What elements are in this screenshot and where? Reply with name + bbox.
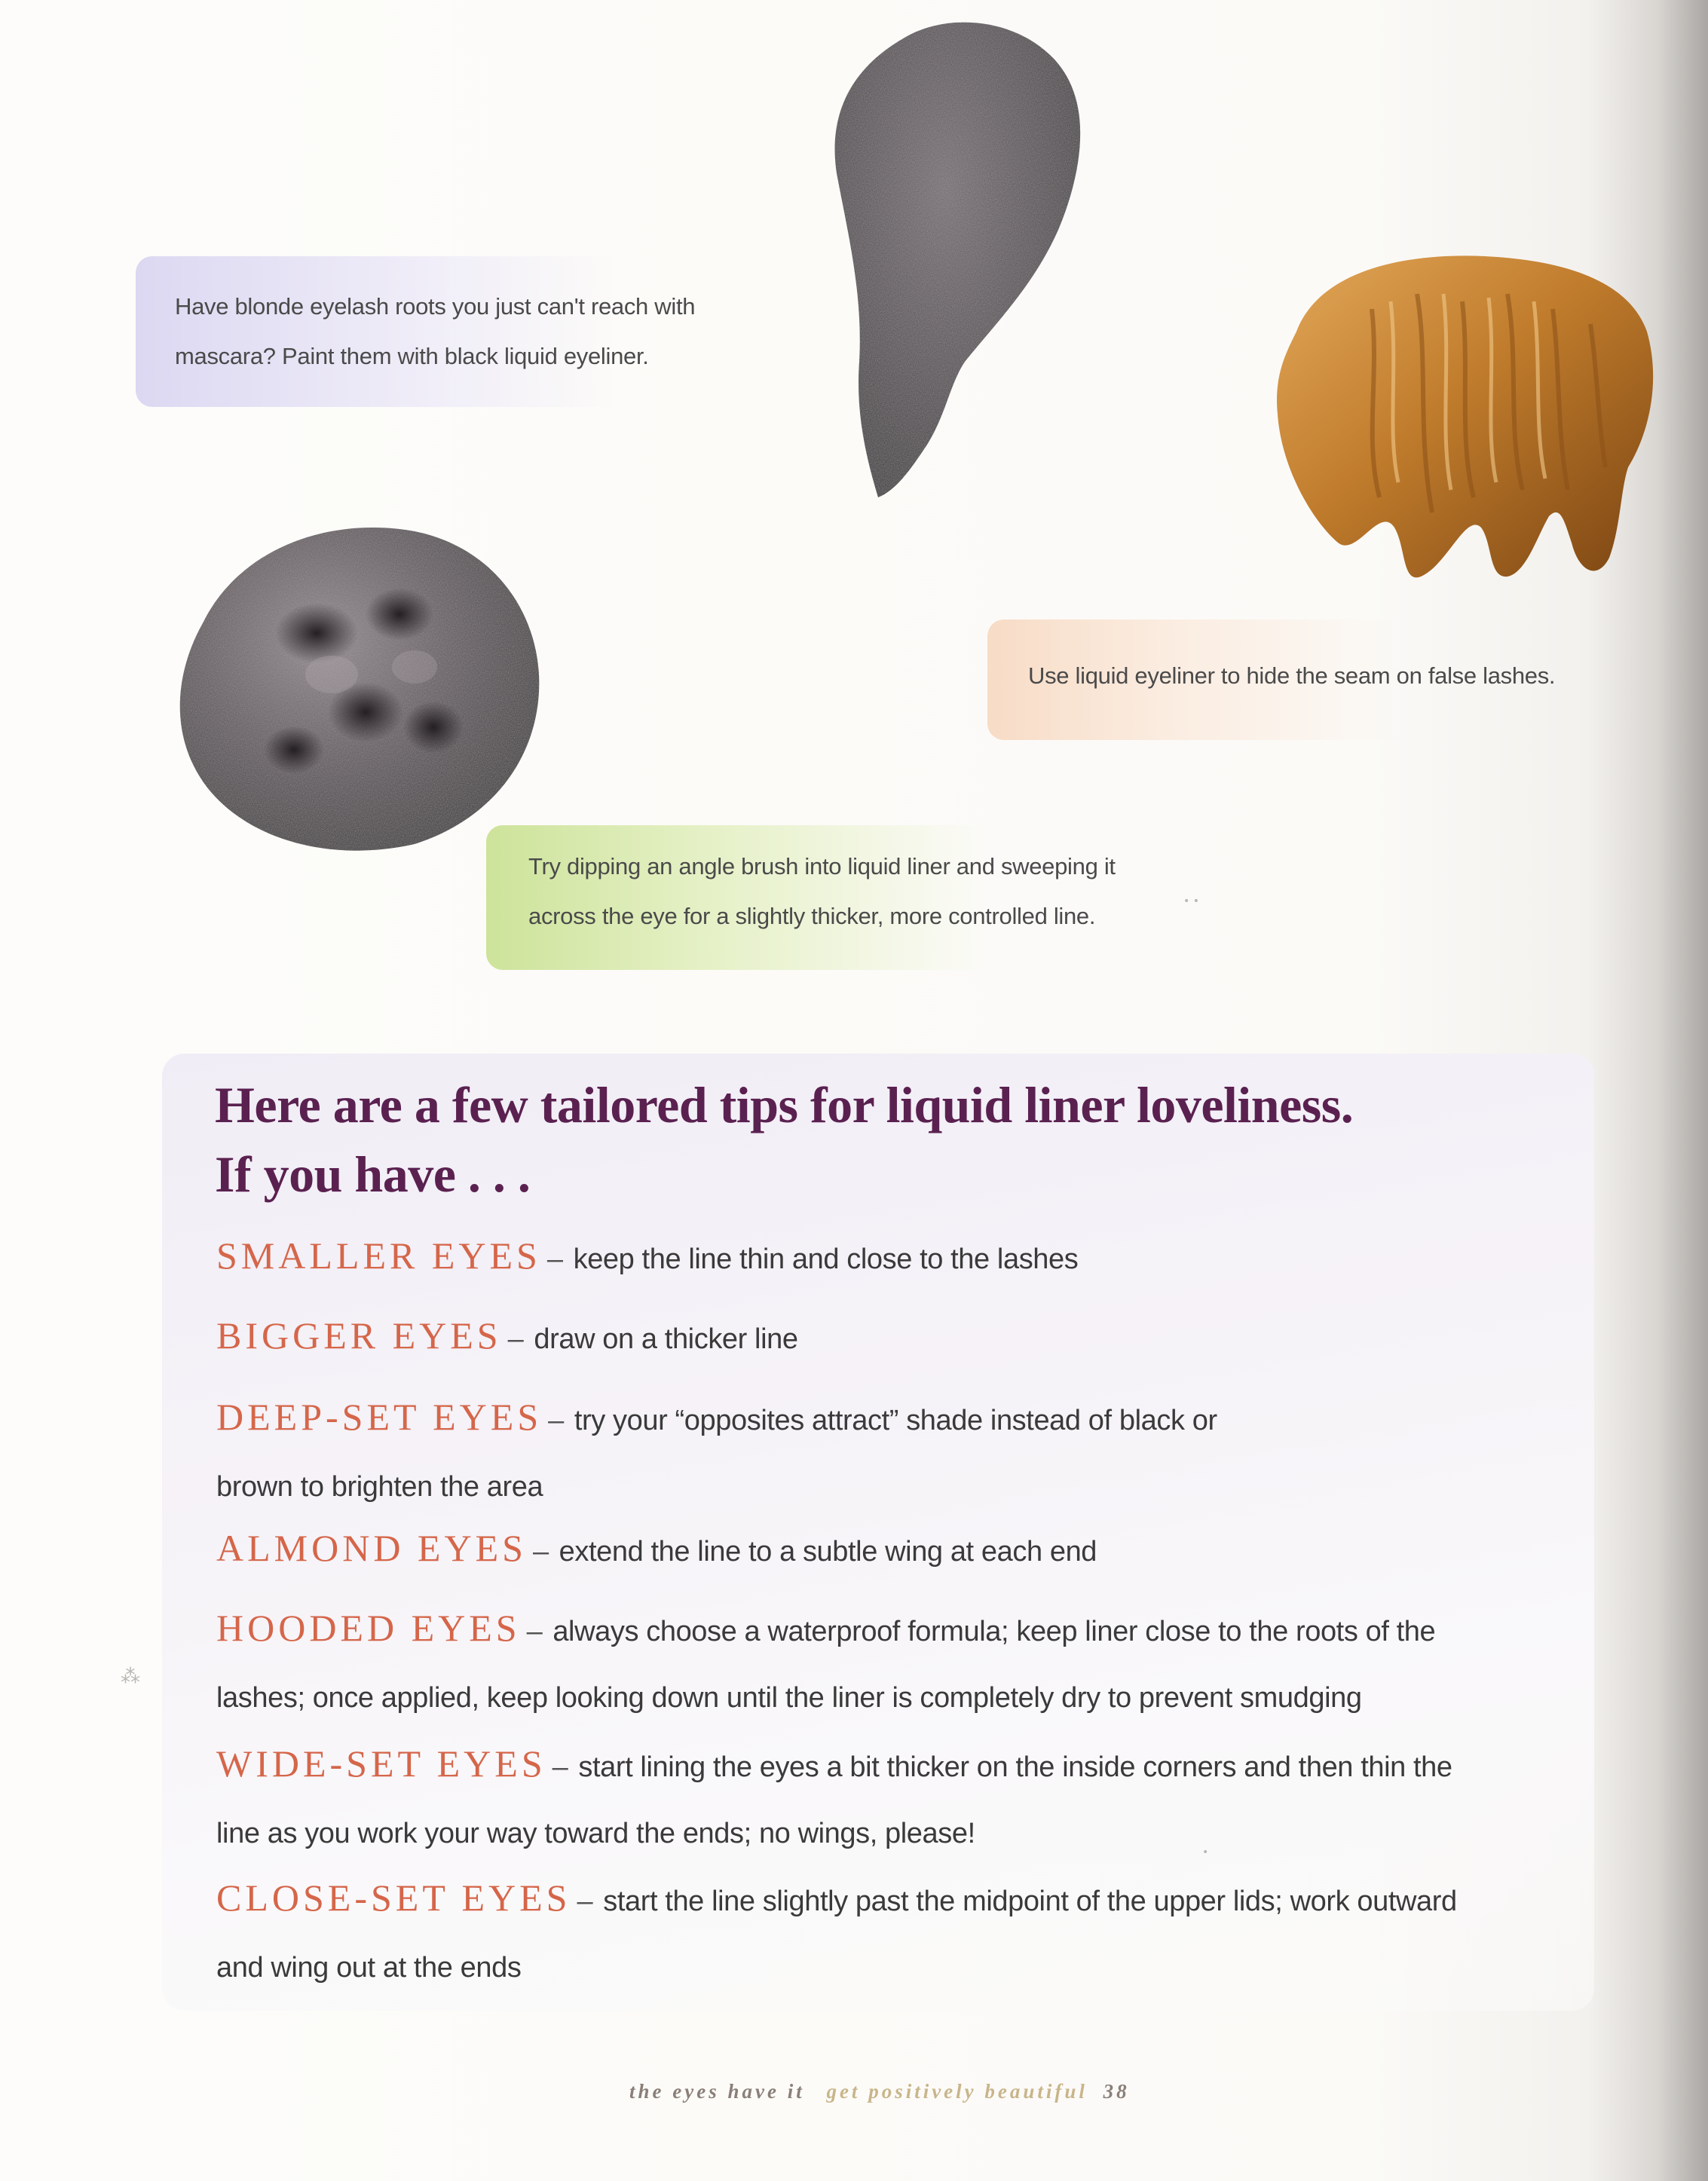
tip-text-continued: line as you work your way toward the ends; no wings, please! — [216, 1818, 975, 1849]
gray-liner-swatch — [814, 8, 1093, 505]
tip-dash: – — [548, 1405, 564, 1436]
bronze-liner-swatch — [1266, 241, 1658, 595]
tip-text: always choose a waterproof formula; keep liner close to the roots of the — [552, 1616, 1436, 1647]
tip-text: start the line slightly past the midpoint of the upper lids; work outward — [603, 1886, 1457, 1917]
tip-item — [216, 1864, 1558, 2001]
tips-heading-line: If you have . . . — [215, 1146, 531, 1203]
tip-dash: – — [526, 1616, 543, 1647]
tip-term: ALMOND EYES — [216, 1527, 527, 1569]
callout-blonde-lashes — [136, 256, 754, 407]
tip-text: extend the line to a subtle wing at each end — [559, 1536, 1097, 1568]
tip-text-continued: brown to brighten the area — [216, 1471, 543, 1503]
scan-mark: • • — [1183, 895, 1199, 907]
tip-text-continued: and wing out at the ends — [216, 1952, 522, 1984]
tip-term: DEEP-SET EYES — [216, 1396, 543, 1438]
tip-dash: – — [532, 1536, 549, 1568]
callout-text-line: Use liquid eyeliner to hide the seam on false lashes. — [1028, 662, 1556, 689]
tip-text-continued: lashes; once applied, keep looking down until the liner is completely dry to prevent smudging — [216, 1682, 1362, 1714]
page-footer — [629, 2080, 1130, 2103]
tip-item — [216, 1384, 1558, 1520]
tip-item — [216, 1222, 1558, 1292]
tip-text: try your “opposites attract” shade instead of black or — [574, 1405, 1217, 1436]
tip-text: draw on a thicker line — [534, 1323, 798, 1355]
callout-text-line: mascara? Paint them with black liquid eyeliner. — [175, 343, 649, 369]
tip-term: WIDE-SET EYES — [216, 1742, 546, 1785]
round-liner-swatch — [158, 501, 550, 863]
tip-term: CLOSE-SET EYES — [216, 1877, 571, 1919]
tip-item — [216, 1730, 1558, 1867]
footer-section-title: the eyes have it — [629, 2080, 805, 2103]
callout-text-line: Try dipping an angle brush into liquid liner and sweeping it — [528, 853, 1116, 879]
callout-text-line: Have blonde eyelash roots you just can't reach with — [175, 293, 696, 320]
callout-false-lashes — [987, 619, 1575, 740]
tip-item — [216, 1302, 1558, 1372]
tips-heading-line: Here are a few tailored tips for liquid liner loveliness. — [215, 1076, 1354, 1133]
tip-term: SMALLER EYES — [216, 1234, 541, 1277]
tip-item — [216, 1515, 1558, 1585]
tip-item — [216, 1595, 1558, 1731]
tip-term: HOODED EYES — [216, 1607, 521, 1649]
callout-angle-brush — [486, 825, 1180, 970]
tip-dash: – — [577, 1886, 593, 1917]
tip-dash: – — [507, 1323, 524, 1355]
tips-heading — [215, 1070, 1572, 1209]
tip-term: BIGGER EYES — [216, 1314, 502, 1357]
tip-dash: – — [546, 1243, 563, 1275]
tip-text: start lining the eyes a bit thicker on the inside corners and then thin the — [578, 1751, 1452, 1783]
scan-mark: ⁂ — [121, 1666, 140, 1688]
footer-book-title: get positively beautiful — [826, 2080, 1088, 2103]
tip-dash: – — [552, 1751, 568, 1783]
tip-text: keep the line thin and close to the lashes — [573, 1243, 1079, 1275]
scan-mark: • — [1202, 1846, 1209, 1858]
callout-text-line: across the eye for a slightly thicker, more controlled line. — [528, 903, 1096, 929]
page-number: 38 — [1103, 2080, 1130, 2103]
